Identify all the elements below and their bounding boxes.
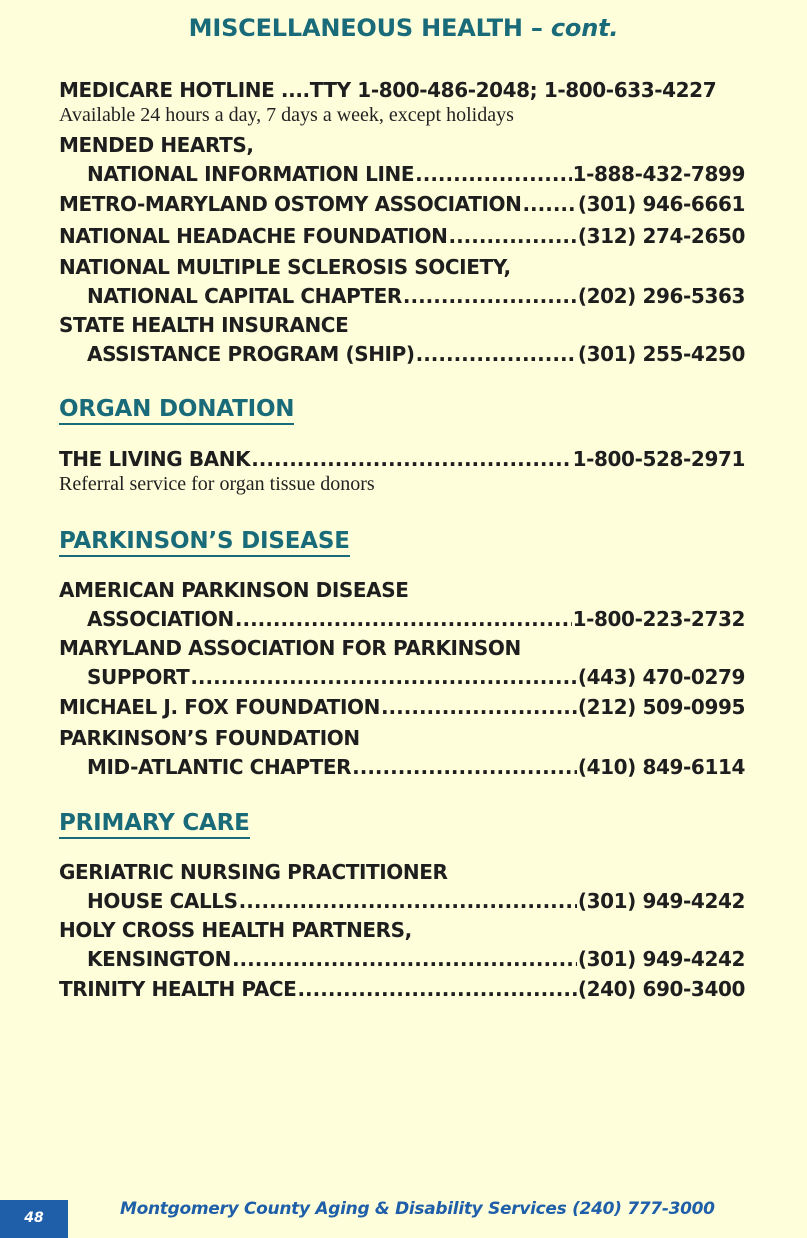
- page-number: 48: [24, 1210, 44, 1226]
- entry-trinity-health: [59, 975, 745, 1004]
- entry-name: TRINITY HEALTH PACE: [59, 977, 297, 1001]
- phone-number[interactable]: (301) 949-4242: [577, 947, 745, 971]
- entry-name: THE LIVING BANK: [59, 447, 251, 471]
- section-heading-parkinsons: PARKINSON’S DISEASE: [59, 528, 350, 557]
- leader-dots: [235, 605, 572, 634]
- entry-holy-cross: [59, 916, 745, 974]
- leader-dots: [416, 340, 577, 369]
- section-heading-organ-donation: ORGAN DONATION: [59, 396, 294, 425]
- entry-name: AMERICAN PARKINSON DISEASE: [59, 578, 409, 602]
- leader-dots: [190, 663, 577, 692]
- entry-note-living-bank: Referral service for organ tissue donors: [59, 473, 375, 495]
- phone-number[interactable]: 1-888-432-7899: [572, 162, 745, 186]
- entry-ship: [59, 311, 745, 369]
- leader-dots: [415, 160, 571, 189]
- page-number-badge: [0, 1200, 68, 1238]
- phone-number[interactable]: (443) 470-0279: [577, 665, 745, 689]
- entry-name-cont: ASSISTANCE PROGRAM (SHIP): [87, 342, 415, 366]
- phone-number[interactable]: (240) 690-3400: [577, 977, 745, 1001]
- entry-name: MARYLAND ASSOCIATION FOR PARKINSON: [59, 636, 521, 660]
- entry-note-medicare: Available 24 hours a day, 7 days a week, except holidays: [59, 104, 514, 126]
- phone-number[interactable]: (202) 296-5363: [577, 284, 745, 308]
- entry-geriatric-nursing: [59, 858, 745, 916]
- entry-ostomy-association: [59, 190, 745, 219]
- entry-apda: [59, 576, 745, 634]
- leader-dots: [232, 945, 577, 974]
- leader-dots: [381, 693, 577, 722]
- entry-name-cont: HOUSE CALLS: [87, 889, 238, 913]
- entry-name: MEDICARE HOTLINE ....TTY 1-800-486-2048; 1-800-633-4227: [59, 78, 717, 102]
- entry-parkinsons-foundation: [59, 724, 745, 782]
- entry-name: METRO-MARYLAND OSTOMY ASSOCIATION: [59, 192, 522, 216]
- phone-number[interactable]: (212) 509-0995: [577, 695, 745, 719]
- page-title-main: MISCELLANEOUS HEALTH –: [188, 14, 551, 42]
- entry-name: HOLY CROSS HEALTH PARTNERS,: [59, 918, 412, 942]
- phone-number[interactable]: (312) 274-2650: [577, 224, 745, 248]
- leader-dots: [403, 282, 577, 311]
- entry-name: NATIONAL HEADACHE FOUNDATION: [59, 224, 448, 248]
- entry-name-cont: ASSOCIATION: [87, 607, 234, 631]
- phone-number[interactable]: (301) 946-6661: [577, 192, 745, 216]
- phone-number[interactable]: (301) 949-4242: [577, 889, 745, 913]
- entry-name: PARKINSON’S FOUNDATION: [59, 726, 360, 750]
- section-heading-primary-care: PRIMARY CARE: [59, 810, 250, 839]
- page-title-cont: cont.: [550, 14, 619, 42]
- entry-ms-society: [59, 253, 745, 311]
- leader-dots: [522, 190, 576, 219]
- entry-name-cont: NATIONAL INFORMATION LINE: [87, 162, 415, 186]
- leader-dots: [251, 445, 571, 474]
- phone-number[interactable]: 1-800-528-2971: [572, 447, 745, 471]
- entry-name: NATIONAL MULTIPLE SCLEROSIS SOCIETY,: [59, 255, 511, 279]
- entry-name: GERIATRIC NURSING PRACTITIONER: [59, 860, 448, 884]
- leader-dots: [352, 753, 577, 782]
- footer-text: Montgomery County Aging & Disability Services (240) 777-3000: [120, 1199, 715, 1219]
- page-title: [0, 14, 807, 42]
- entry-name: MENDED HEARTS,: [59, 133, 254, 157]
- phone-number[interactable]: (410) 849-6114: [577, 755, 745, 779]
- entry-living-bank: [59, 445, 745, 474]
- phone-number[interactable]: 1-800-223-2732: [572, 607, 745, 631]
- leader-dots: [239, 887, 577, 916]
- entry-name-cont: NATIONAL CAPITAL CHAPTER: [87, 284, 402, 308]
- entry-headache-foundation: [59, 222, 745, 251]
- entry-mended-hearts: [59, 131, 745, 189]
- leader-dots: [297, 975, 576, 1004]
- entry-md-parkinson-support: [59, 634, 745, 692]
- entry-name: MICHAEL J. FOX FOUNDATION: [59, 695, 380, 719]
- phone-number[interactable]: (301) 255-4250: [577, 342, 745, 366]
- leader-dots: [448, 222, 576, 251]
- entry-name-cont: KENSINGTON: [87, 947, 231, 971]
- entry-michael-j-fox: [59, 693, 745, 722]
- entry-medicare-hotline: [59, 76, 745, 105]
- entry-name-cont: SUPPORT: [87, 665, 190, 689]
- entry-name-cont: MID-ATLANTIC CHAPTER: [87, 755, 352, 779]
- entry-name: STATE HEALTH INSURANCE: [59, 313, 349, 337]
